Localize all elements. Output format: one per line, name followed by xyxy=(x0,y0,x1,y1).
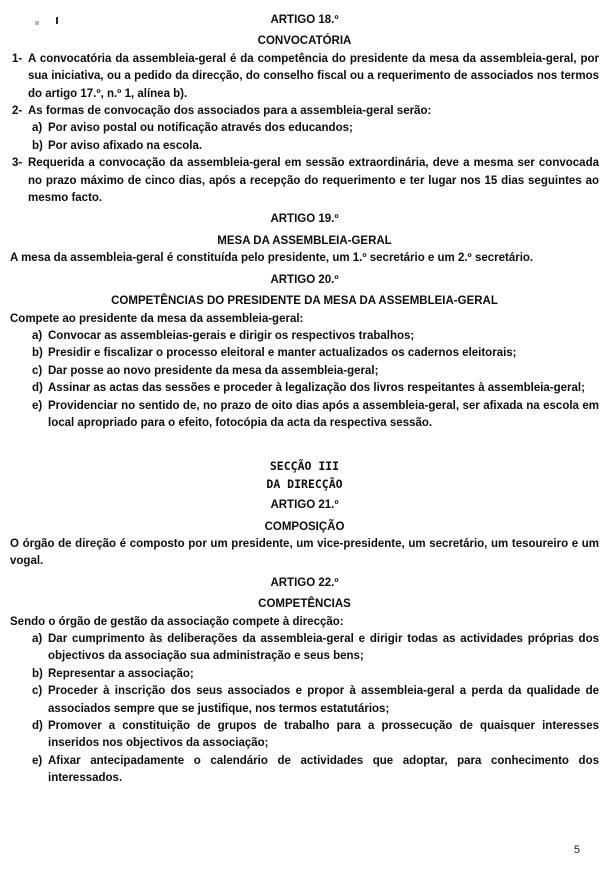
item-text: Assinar as actas das sessões e proceder à legalização dos livros respeitantes à assembleia-geral; xyxy=(48,382,585,395)
article-20 xyxy=(10,272,599,433)
paragraph: O órgão de direção é composto por um presidente, um vice-presidente, um secretário, um tesoureiro e um vogal. xyxy=(10,537,599,568)
section-3 xyxy=(10,458,599,570)
article-subheading: COMPOSIÇÃO xyxy=(264,520,345,533)
item-marker: b) xyxy=(32,139,43,152)
list-item xyxy=(12,51,599,103)
article-heading: ARTIGO 22.º xyxy=(270,576,339,589)
item-text: As formas de convocação dos associados para a assembleia-geral serão: xyxy=(28,105,432,118)
item-marker: c) xyxy=(32,685,43,698)
section-heading: SECÇÃO III xyxy=(269,459,340,474)
article-subheading: MESA DA ASSEMBLEIA-GERAL xyxy=(217,234,392,247)
list-item xyxy=(12,155,599,207)
scan-artifact xyxy=(35,21,39,25)
list-item xyxy=(32,398,599,433)
list-item xyxy=(32,666,599,683)
item-marker: d) xyxy=(32,720,43,733)
item-marker: d) xyxy=(32,382,43,395)
item-marker: e) xyxy=(32,399,43,412)
list-item xyxy=(32,683,599,718)
item-marker: e) xyxy=(32,754,43,767)
page-number: 5 xyxy=(573,843,580,856)
item-text: Convocar as assembleias-gerais e dirigir os respectivos trabalhos; xyxy=(48,329,415,342)
item-text: Proceder à inscrição dos seus associados e propor à assembleia-geral a perda da qualidade de associados sempre que se justifique, nos termos estatutários; xyxy=(48,685,599,715)
item-text: Por aviso postal ou notificação através dos educandos; xyxy=(48,122,353,135)
paragraph: Compete ao presidente da mesa da assembleia-geral: xyxy=(10,312,304,325)
item-marker: c) xyxy=(32,364,43,377)
list-item xyxy=(32,753,599,788)
list-item xyxy=(32,120,599,137)
paragraph: A mesa da assembleia-geral é constituída pelo presidente, um 1.º secretário e um 2.º secretário. xyxy=(10,252,534,265)
item-marker: 3- xyxy=(12,157,23,170)
paragraph: Sendo o órgão de gestão da associação compete à direcção: xyxy=(10,615,344,628)
item-text: Presidir e fiscalizar o processo eleitoral e manter actualizados os cadernos eleitorais; xyxy=(48,347,517,360)
list-item xyxy=(32,345,599,362)
list-item xyxy=(32,718,599,753)
item-marker: 1- xyxy=(12,52,23,65)
article-heading: ARTIGO 21.º xyxy=(270,499,339,512)
article-subheading: CONVOCATÓRIA xyxy=(257,35,352,48)
item-text: Dar cumprimento às deliberações da assembleia-geral e dirigir todas as actividades próprias dos objectivos da associação sua administração e seus bens; xyxy=(48,633,599,663)
item-text: Por aviso afixado na escola. xyxy=(48,139,203,152)
item-marker: a) xyxy=(32,122,43,135)
item-text: Requerida a convocação da assembleia-geral em sessão extraordinária, deve a mesma ser convocada no prazo máximo de cinco dias, após a recepção do requerimento e ter lugar nos 15 dias seguintes ao mesmo facto. xyxy=(28,157,599,205)
list-item xyxy=(32,363,599,380)
article-subheading: COMPETÊNCIAS xyxy=(258,598,351,611)
item-marker: b) xyxy=(32,347,43,360)
article-heading: ARTIGO 20.º xyxy=(270,273,339,286)
item-marker: a) xyxy=(32,329,43,342)
article-22 xyxy=(10,575,599,788)
list-item xyxy=(32,631,599,666)
article-heading: ARTIGO 19.º xyxy=(270,213,339,226)
article-subheading: COMPETÊNCIAS DO PRESIDENTE DA MESA DA ASSEMBLEIA-GERAL xyxy=(111,295,498,308)
article-19 xyxy=(10,211,599,267)
item-text: Afixar antecipadamente o calendário de actividades que adoptar, para conhecimento dos interessados. xyxy=(48,754,599,785)
item-text: Providenciar no sentido de, no prazo de oito dias após a assembleia-geral, ser afixada na escola em local apropriado para o efeito, fotocópia da acta da respectiva sessão. xyxy=(48,399,599,429)
item-text: Promover a constituição de grupos de trabalho para a prossecução de quaisquer interesses inseridos nos objectivos da associação; xyxy=(48,720,599,750)
item-text: A convocatória da assembleia-geral é da competência do presidente da mesa da assembleia-geral, por sua iniciativa, ou a pedido da direcção, do conselho fiscal ou a requerimento de associados nos termos do artigo 17.º, n.º 1, alínea b). xyxy=(28,52,599,100)
item-marker: a) xyxy=(32,633,43,645)
section-subheading: DA DIRECÇÃO xyxy=(266,476,343,491)
item-marker: b) xyxy=(32,667,43,680)
list-item xyxy=(32,380,599,397)
item-text: Dar posse ao novo presidente da mesa da assembleia-geral; xyxy=(48,364,379,377)
item-marker: 2- xyxy=(12,105,23,118)
item-text: Representar a associação; xyxy=(48,667,194,680)
article-heading: ARTIGO 18.º xyxy=(270,14,339,26)
list-item xyxy=(32,328,599,345)
list-item xyxy=(32,138,599,155)
scan-artifact xyxy=(56,17,58,24)
list-item xyxy=(12,103,599,120)
article-18 xyxy=(10,12,599,207)
